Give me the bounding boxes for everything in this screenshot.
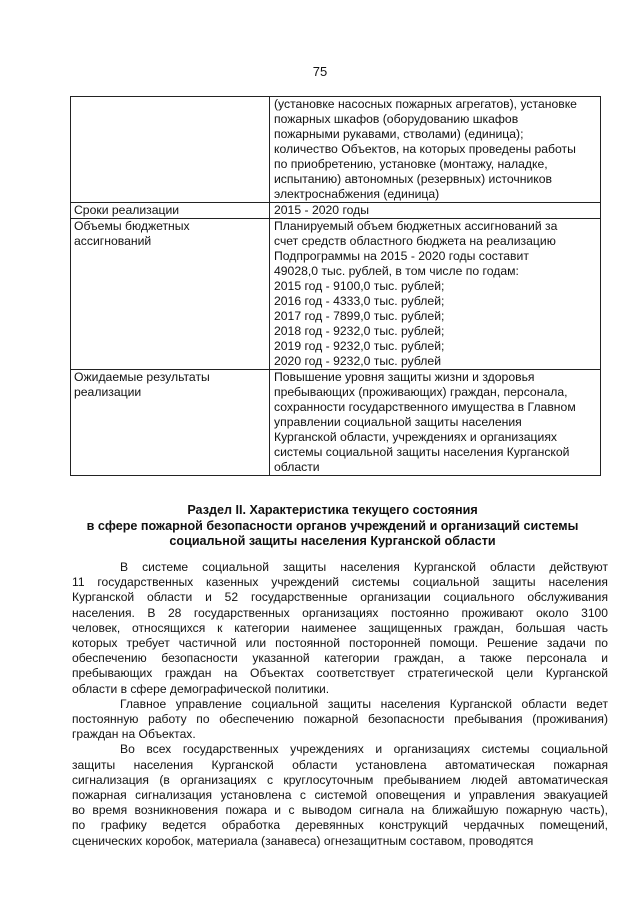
row-value-line: области bbox=[274, 460, 320, 474]
paragraph-line: сценических коробок, материала (занавеса) огнезащитным составом, проводятся bbox=[72, 833, 534, 848]
row-value-line: испытанию) автономных (резервных) источников bbox=[274, 172, 552, 186]
row-value-cell bbox=[270, 97, 601, 203]
table-row bbox=[71, 97, 601, 203]
row-label-line: Объемы бюджетных bbox=[74, 219, 190, 233]
row-value-line: 49028,0 тыс. рублей, в том числе по годам: bbox=[274, 264, 519, 278]
row-value-line: по приобретению, установке (монтажу, наладке, bbox=[274, 157, 548, 171]
body-paragraph bbox=[72, 560, 608, 697]
paragraph-line: пожарная сигнализация установлена с системой оповещения и управления эвакуацией bbox=[72, 788, 608, 803]
row-label-line: Ожидаемые результаты bbox=[74, 370, 210, 384]
row-value-cell bbox=[270, 203, 601, 219]
paragraph-line: Во всех государственных учреждениях и организациях системы социальной bbox=[120, 742, 608, 757]
row-value-line: 2016 год - 4333,0 тыс. рублей; bbox=[274, 294, 445, 308]
row-value-line: управлении социальной защиты населения bbox=[274, 415, 522, 429]
row-value-line: 2018 год - 9232,0 тыс. рублей; bbox=[274, 324, 445, 338]
row-value-line: Планируемый объем бюджетных ассигнований за bbox=[274, 219, 558, 233]
paragraph-line: человек, относящихся к категории наименее защищенных граждан, большая часть bbox=[72, 620, 608, 635]
row-value-line: пожарных шкафов (оборудованию шкафов bbox=[274, 112, 519, 126]
row-value-cell bbox=[270, 370, 601, 476]
row-label-line: Сроки реализации bbox=[74, 203, 180, 217]
paragraph-line: населения. В 28 государственных организациях постоянно проживают около 3100 bbox=[72, 605, 608, 620]
row-value-line: количество Объектов, на которых проведены работы bbox=[274, 142, 576, 156]
paragraph-line: пребывающих граждан на Объектах соответствует стратегической цели Курганской bbox=[72, 666, 608, 681]
paragraph-line: обеспечению безопасности указанной категории граждан, а также персонала и bbox=[72, 651, 608, 666]
section-heading bbox=[60, 503, 605, 550]
body-text bbox=[72, 560, 608, 849]
row-value-line: сохранности государственного имущества в Главном bbox=[274, 400, 576, 414]
row-value-line: Подпрограммы на 2015 - 2020 годы составит bbox=[274, 249, 529, 263]
table-row bbox=[71, 203, 601, 219]
paragraph-line: Главное управление социальной защиты населения Курганской области ведет bbox=[120, 696, 608, 711]
paragraph-line: постоянную работу по обеспечению пожарной безопасности пребывания (проживания) bbox=[72, 712, 608, 727]
table-row bbox=[71, 370, 601, 476]
paragraph-line: В системе социальной защиты населения Курганской области действуют bbox=[120, 560, 608, 574]
paragraph-line: Курганской области и 52 государственные организации социального обслуживания bbox=[72, 590, 608, 605]
row-label-cell bbox=[71, 97, 270, 203]
paragraph-line: граждан на Объектах. bbox=[72, 727, 196, 742]
row-value-line: счет средств областного бюджета на реализацию bbox=[274, 234, 556, 248]
row-label-line: реализации bbox=[74, 385, 142, 399]
section-heading-line: в сфере пожарной безопасности органов учреждений и организаций системы bbox=[86, 518, 579, 533]
section-heading-line: социальной защиты населения Курганской области bbox=[169, 534, 496, 548]
row-label-cell bbox=[71, 370, 270, 476]
table-row bbox=[71, 219, 601, 370]
row-value-line: электроснабжения (единица) bbox=[274, 187, 440, 201]
row-value-line: пожарными рукавами, стволами) (единица); bbox=[274, 127, 524, 141]
passport-table-body bbox=[71, 97, 601, 476]
row-label-line: ассигнований bbox=[74, 234, 152, 248]
body-paragraph bbox=[72, 742, 608, 848]
row-value-line: Повышение уровня защиты жизни и здоровья bbox=[274, 370, 535, 384]
passport-table bbox=[70, 96, 601, 476]
row-value-line: пребывающих (проживающих) граждан, персонала, bbox=[274, 385, 568, 399]
paragraph-line: по графику ведется обработка деревянных конструкций чердачных помещений, bbox=[72, 818, 608, 833]
row-label-cell bbox=[71, 219, 270, 370]
paragraph-line: области в сфере демографической политики. bbox=[72, 681, 330, 696]
paragraph-line: сигнализация (в организациях с круглосуточным пребыванием людей автоматическая bbox=[72, 772, 608, 787]
row-value-line: Курганской области, учреждениях и организациях bbox=[274, 430, 558, 444]
row-value-line: 2015 - 2020 годы bbox=[274, 203, 370, 217]
section-heading-line: Раздел II. Характеристика текущего состояния bbox=[187, 503, 478, 517]
paragraph-line: 11 государственных казенных учреждений системы социальной защиты населения bbox=[72, 575, 608, 590]
row-value-line: 2017 год - 7899,0 тыс. рублей; bbox=[274, 309, 445, 323]
paragraph-line: во время возникновения пожара и с выводом сигнала на ближайшую пожарную часть), bbox=[72, 803, 608, 818]
row-value-line: 2020 год - 9232,0 тыс. рублей bbox=[274, 354, 441, 368]
paragraph-line: защиты населения Курганской области установлена автоматическая пожарная bbox=[72, 757, 608, 772]
row-label-cell bbox=[71, 203, 270, 219]
row-value-line: 2015 год - 9100,0 тыс. рублей; bbox=[274, 279, 445, 293]
paragraph-line: которых требует частичной или постоянной посторонней помощи. Решение задачи по bbox=[72, 636, 608, 651]
row-value-cell bbox=[270, 219, 601, 370]
row-value-line: 2019 год - 9232,0 тыс. рублей; bbox=[274, 339, 445, 353]
page-number: 75 bbox=[312, 64, 328, 79]
row-value-line: системы социальной защиты населения Курганской bbox=[274, 445, 570, 459]
row-value-line: (установке насосных пожарных агрегатов), установке bbox=[274, 97, 577, 111]
body-paragraph bbox=[72, 697, 608, 743]
